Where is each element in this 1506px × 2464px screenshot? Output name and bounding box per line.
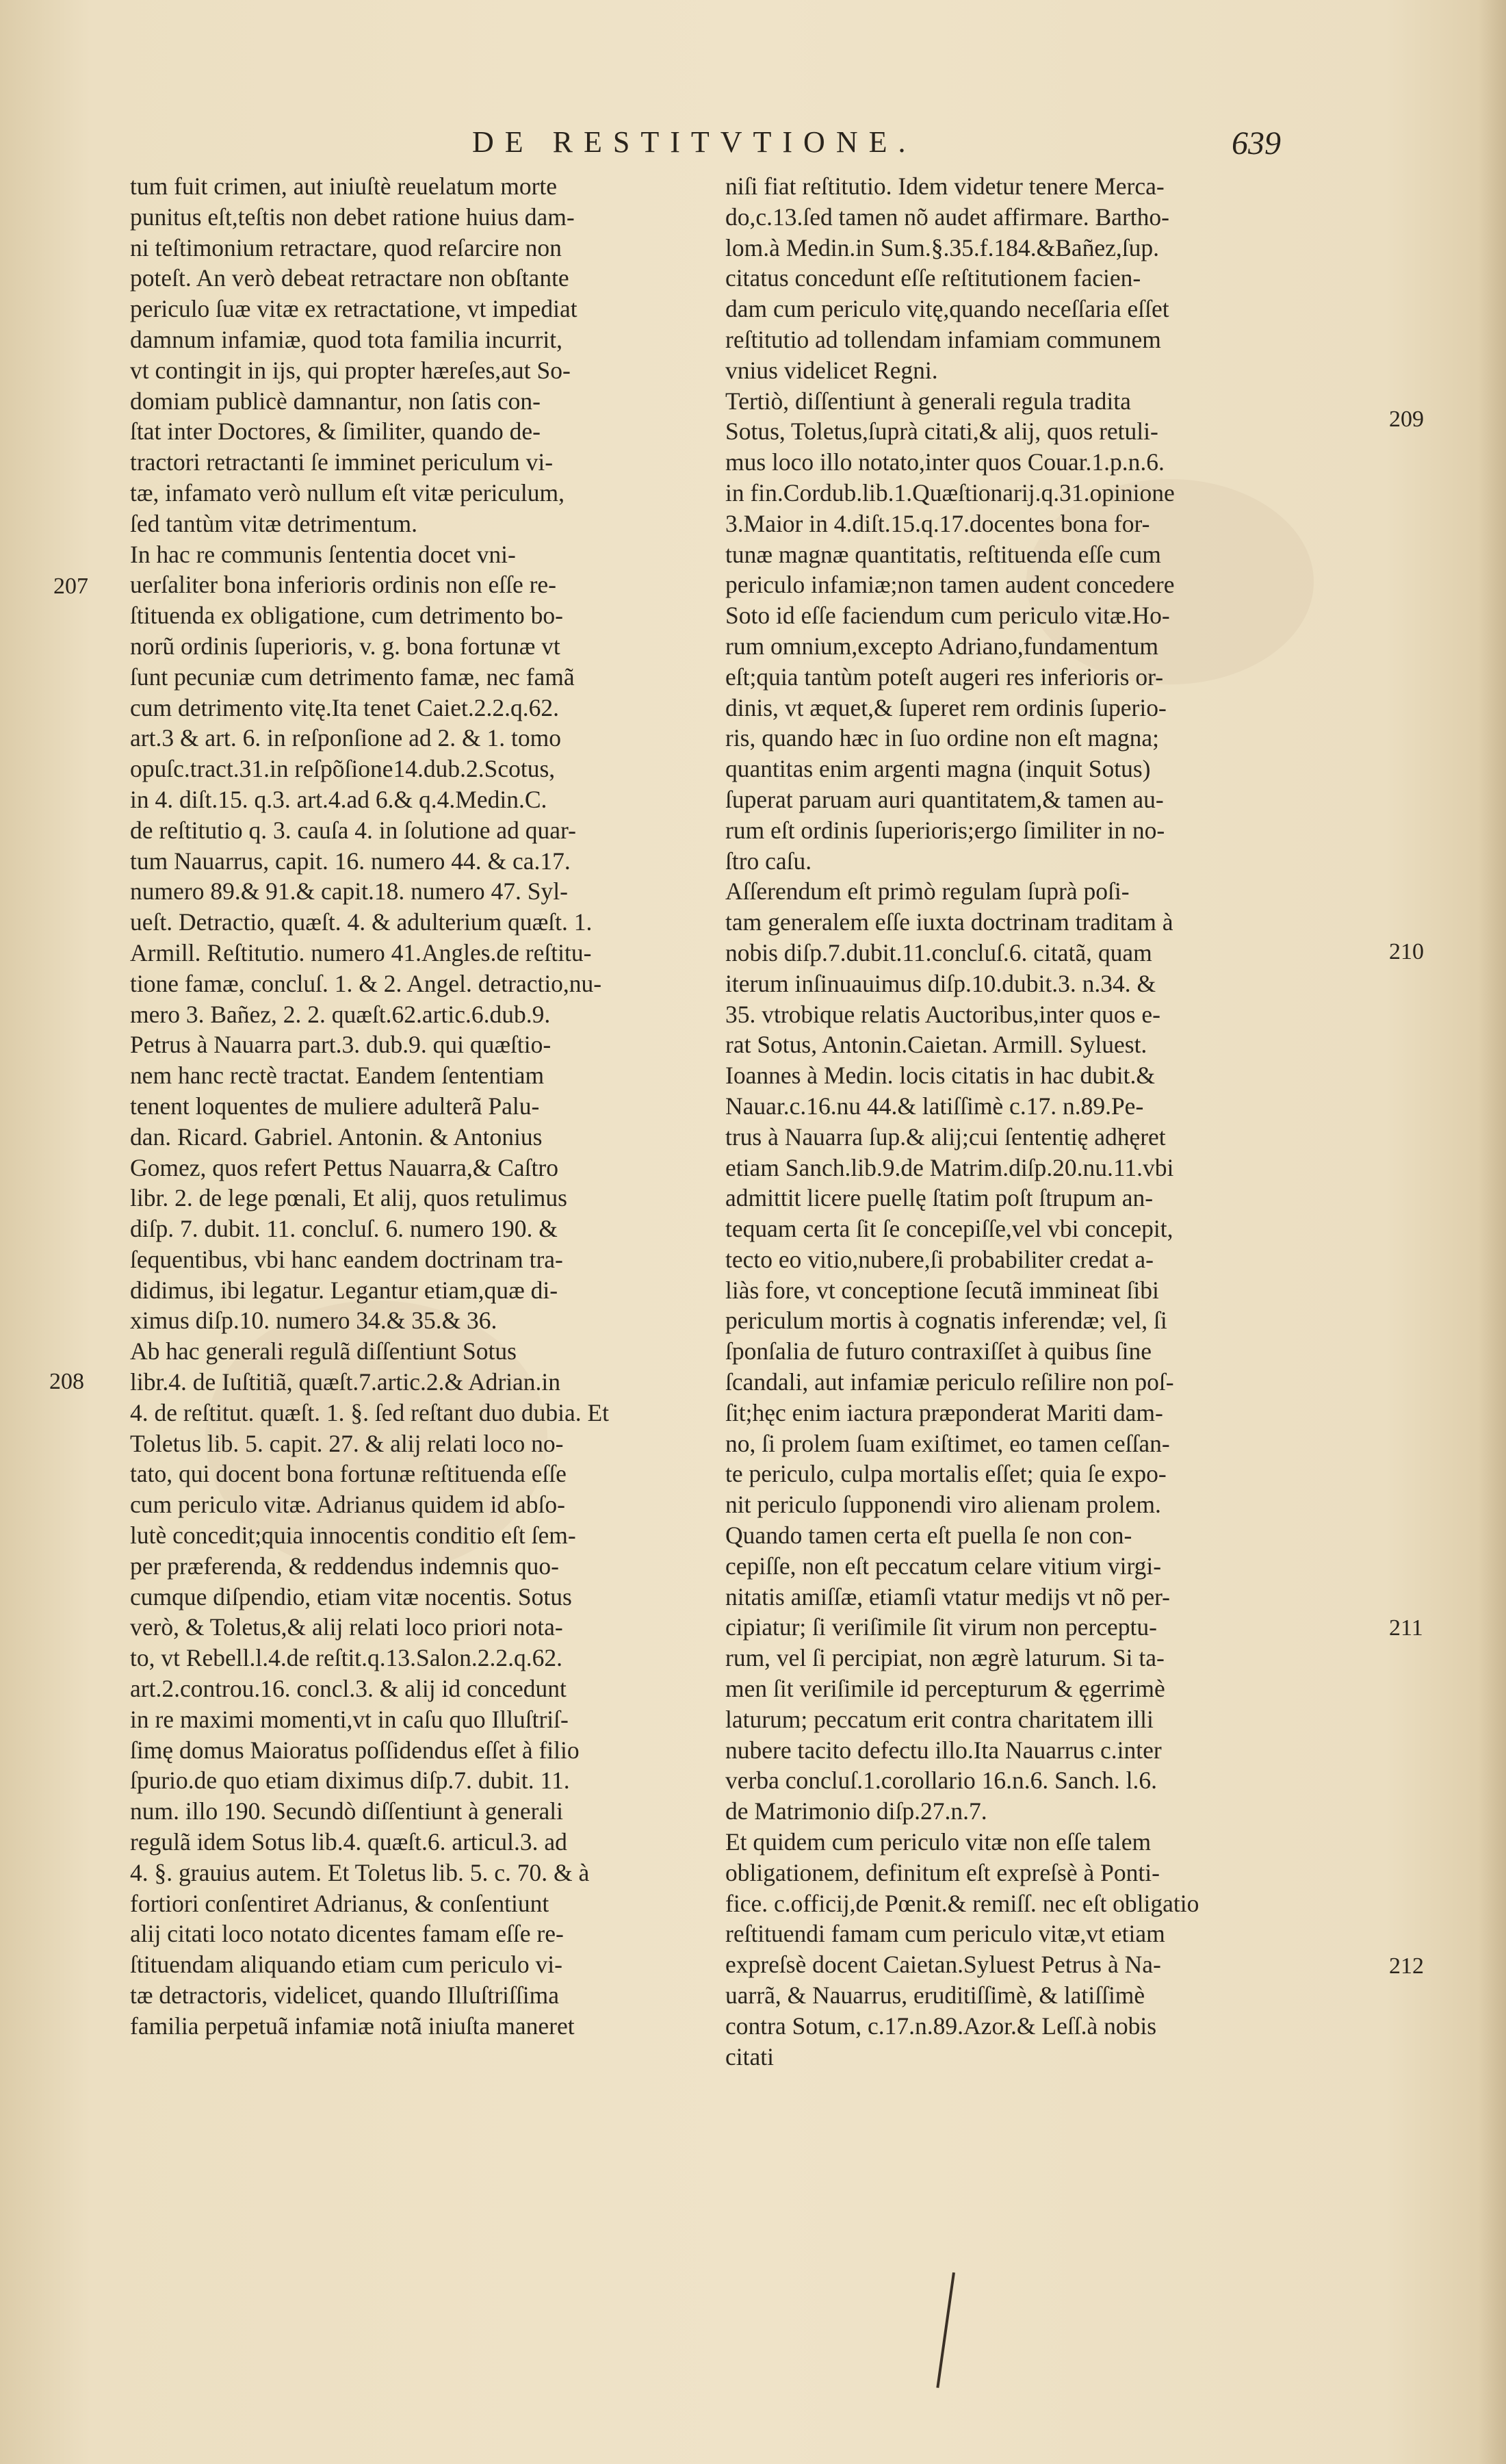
text-line: iterum inſinuauimus diſp.10.dubit.3. n.34. & xyxy=(725,969,1156,997)
text-line: diſp. 7. dubit. 11. concluſ. 6. numero 190. & xyxy=(130,1215,558,1243)
right-column xyxy=(725,171,1341,2072)
text-line: regulã idem Sotus lib.4. quæſt.6. articul.3. ad xyxy=(130,1828,567,1856)
text-line: poteſt. An verò debeat retractare non obſtante xyxy=(130,264,569,292)
text-line: Quando tamen certa eſt puella ſe non con- xyxy=(725,1522,1132,1550)
text-line: art.2.controu.16. concl.3. & alij id concedunt xyxy=(130,1675,567,1703)
text-line: eſt;quia tantùm poteſt augeri res inferioris or- xyxy=(725,663,1164,691)
text-line: vnius videlicet Regni. xyxy=(725,356,938,384)
margin-number: 211 xyxy=(1389,1615,1423,1641)
text-line: lom.à Medin.in Sum.§.35.f.184.&Bañez,ſup. xyxy=(725,233,1160,261)
text-line: verò, & Toletus,& alij relati loco priori nota- xyxy=(130,1613,563,1641)
text-line: de Matrimonio diſp.27.n.7. xyxy=(725,1797,987,1825)
text-line: fice. c.officij,de Pœnit.& remiſſ. nec eſt obligatio xyxy=(725,1889,1199,1917)
text-line: tato, qui docent bona fortunæ reſtituenda eſſe xyxy=(130,1460,567,1488)
text-line: Tertiò, diſſentiunt à generali regula tradita xyxy=(725,387,1131,415)
text-line: in re maximi momenti,vt in caſu quo Illuſtriſ- xyxy=(130,1705,569,1733)
text-line: tum fuit crimen, aut iniuſtè reuelatum morte xyxy=(130,172,558,200)
text-line: rum, vel ſi percipiat, non ægrè laturum. Si ta- xyxy=(725,1644,1165,1672)
text-line: reſtitutio ad tollendam infamiam communem xyxy=(725,325,1161,353)
text-line: admittit licere puellę ſtatim poſt ſtrupum an- xyxy=(725,1184,1154,1212)
text-line: didimus, ibi legatur. Legantur etiam,quæ di- xyxy=(130,1276,558,1304)
text-line: niſi fiat reſtitutio. Idem videtur tenere Merca- xyxy=(725,172,1165,200)
text-line: dan. Ricard. Gabriel. Antonin. & Antonius xyxy=(130,1122,543,1151)
text-line: ſtituenda ex obligatione, cum detrimento bo- xyxy=(130,602,563,630)
text-line: vt contingit in ijs, qui propter hæreſes,aut So- xyxy=(130,356,571,384)
margin-number: 208 xyxy=(49,1369,84,1394)
text-line: tione famæ, concluſ. 1. & 2. Angel. detractio,nu- xyxy=(130,969,602,997)
text-line: Et quidem cum periculo vitæ non eſſe talem xyxy=(725,1828,1152,1856)
text-line: ſuperat paruam auri quantitatem,& tamen au- xyxy=(725,785,1164,813)
margin-number: 210 xyxy=(1389,939,1424,964)
page-edge-shadow xyxy=(1479,0,1506,2464)
text-line: trus à Nauarra ſup.& alij;cui ſententię adhęret xyxy=(725,1122,1166,1151)
text-line: tunæ magnæ quantitatis, reſtituenda eſſe cum xyxy=(725,540,1161,568)
text-line: ris, quando hæc in ſuo ordine non eſt magna; xyxy=(725,724,1159,752)
text-line: ſit;hęc enim iactura præponderat Mariti dam- xyxy=(725,1398,1163,1426)
text-line: periculo ſuæ vitæ ex retractatione, vt impediat xyxy=(130,295,577,323)
text-line: periculo infamiæ;non tamen audent concedere xyxy=(725,571,1175,599)
text-line: num. illo 190. Secundò diſſentiunt à generali xyxy=(130,1797,563,1825)
text-line: in 4. diſt.15. q.3. art.4.ad 6.& q.4.Medin.C. xyxy=(130,785,547,813)
text-line: Ab hac generali regulã diſſentiunt Sotus xyxy=(130,1337,517,1365)
text-line: nitatis amiſſæ, etiamſi vtatur medijs vt nõ per- xyxy=(725,1582,1171,1610)
text-line: Sotus, Toletus,ſuprà citati,& alij, quos retuli- xyxy=(725,418,1158,446)
margin-number: 207 xyxy=(53,574,88,599)
text-line: liàs fore, vt conceptione ſecutã immineat ſibi xyxy=(725,1276,1159,1304)
text-line: citati xyxy=(725,2042,774,2070)
text-line: per præferenda, & reddendus indemnis quo- xyxy=(130,1552,559,1580)
text-line: 35. vtrobique relatis Auctoribus,inter quos e- xyxy=(725,1000,1160,1028)
text-line: rum eſt ordinis ſuperioris;ergo ſimiliter in no- xyxy=(725,816,1165,844)
text-line: ſunt pecuniæ cum detrimento famæ, nec famã xyxy=(130,663,575,691)
text-line: tequam certa ſit ſe concepiſſe,vel vbi concepit, xyxy=(725,1215,1173,1243)
left-column xyxy=(130,171,718,2042)
text-line: 4. de reſtitut. quæſt. 1. §. ſed reſtant duo dubia. Et xyxy=(130,1398,610,1426)
text-line: to, vt Rebell.l.4.de reſtit.q.13.Salon.2.2.q.62. xyxy=(130,1644,563,1672)
text-line: etiam Sanch.lib.9.de Matrim.diſp.20.nu.11.vbi xyxy=(725,1153,1174,1181)
text-line: 3.Maior in 4.diſt.15.q.17.docentes bona for- xyxy=(725,509,1150,537)
text-line: nubere tacito defectu illo.Ita Nauarrus c.inter xyxy=(725,1736,1162,1764)
ink-stroke xyxy=(936,2272,955,2388)
text-line: tenent loquentes de muliere adulterã Palu- xyxy=(130,1092,540,1120)
text-line: ſimę domus Maioratus poſſidendus eſſet à filio xyxy=(130,1736,580,1764)
text-line: ſcandali, aut infamiæ periculo reſilire non poſ- xyxy=(725,1368,1174,1396)
text-line: cepiſſe, non eſt peccatum celare vitium virgi- xyxy=(725,1552,1162,1580)
text-line: tæ, infamato verò nullum eſt vitæ periculum, xyxy=(130,478,564,506)
text-line: 4. §. grauius autem. Et Toletus lib. 5. c. 70. & à xyxy=(130,1858,590,1886)
text-line: expreſsè docent Caietan.Syluest Petrus à Na- xyxy=(725,1951,1161,1979)
text-line: tecto eo vitio,nubere,ſi probabiliter credat a- xyxy=(725,1245,1154,1273)
text-line: domiam publicè damnantur, non ſatis con- xyxy=(130,387,541,415)
text-line: dam cum periculo vitę,quando neceſſaria eſſet xyxy=(725,295,1169,323)
text-line: tam generalem eſſe iuxta doctrinam traditam à xyxy=(725,908,1173,936)
text-line: punitus eſt,teſtis non debet ratione huius dam- xyxy=(130,203,575,231)
text-line: nit periculo ſupponendi viro alienam prolem. xyxy=(725,1491,1161,1519)
text-line: ſpurio.de quo etiam diximus diſp.7. dubit. 11. xyxy=(130,1767,570,1795)
text-line: ni teſtimonium retractare, quod reſarcire non xyxy=(130,233,562,261)
text-line: men ſit veriſimile id percepturum & ęgerrimè xyxy=(725,1675,1165,1703)
text-line: lutè concedit;quia innocentis conditio eſt ſem- xyxy=(130,1522,576,1550)
text-line: Ioannes à Medin. locis citatis in hac dubit.& xyxy=(725,1062,1156,1090)
margin-number: 212 xyxy=(1389,1953,1424,1979)
margin-number: 209 xyxy=(1389,407,1424,432)
text-line: tum Nauarrus, capit. 16. numero 44. & ca.17. xyxy=(130,847,571,875)
text-line: nobis diſp.7.dubit.11.concluſ.6. citatã, quam xyxy=(725,938,1152,966)
text-line: Petrus à Nauarra part.3. dub.9. qui quæſtio- xyxy=(130,1031,551,1059)
text-line: fortiori conſentiret Adrianus, & conſentiunt xyxy=(130,1889,549,1917)
text-line: quantitas enim argenti magna (inquit Sotus) xyxy=(725,755,1151,783)
text-line: ſequentibus, vbi hanc eandem doctrinam tra- xyxy=(130,1245,563,1273)
text-line: art.3 & art. 6. in reſponſione ad 2. & 1. tomo xyxy=(130,724,562,752)
text-line: norũ ordinis ſuperioris, v. g. bona fortunæ vt xyxy=(130,632,560,660)
text-line: tractori retractanti ſe imminet periculum vi- xyxy=(130,448,554,476)
text-line: uerſaliter bona inferioris ordinis non eſſe re- xyxy=(130,571,557,599)
text-line: ſtituendam aliquando etiam cum periculo vi- xyxy=(130,1951,562,1979)
text-line: rat Sotus, Antonin.Caietan. Armill. Syluest. xyxy=(725,1031,1147,1059)
text-line: te periculo, culpa mortalis eſſet; quia ſe expo- xyxy=(725,1460,1167,1488)
text-line: ueſt. Detractio, quæſt. 4. & adulterium quæſt. 1. xyxy=(130,908,593,936)
text-line: ſed tantùm vitæ detrimentum. xyxy=(130,509,418,537)
text-line: cumque diſpendio, etiam vitæ nocentis. Sotus xyxy=(130,1582,572,1610)
text-line: do,c.13.ſed tamen nõ audet affirmare. Bartho- xyxy=(725,203,1169,231)
text-line: Armill. Reſtitutio. numero 41.Angles.de reſtitu- xyxy=(130,938,592,966)
text-line: cum periculo vitæ. Adrianus quidem id abſo- xyxy=(130,1491,565,1519)
text-line: cipiatur; ſi veriſimile ſit virum non perceptu- xyxy=(725,1613,1157,1641)
running-head: DE RESTITVTIONE. xyxy=(472,125,917,159)
text-line: familia perpetuã infamiæ notã iniuſta maneret xyxy=(130,2012,575,2040)
text-line: dinis, vt æquet,& ſuperet rem ordinis ſuperio- xyxy=(725,693,1167,721)
text-line: numero 89.& 91.& capit.18. numero 47. Syl- xyxy=(130,877,568,906)
text-line: Gomez, quos refert Pettus Nauarra,& Caſtro xyxy=(130,1153,558,1181)
text-line: opuſc.tract.31.in reſpõſione14.dub.2.Scotus, xyxy=(130,755,556,783)
text-line: mero 3. Bañez, 2. 2. quæſt.62.artic.6.dub.9. xyxy=(130,1000,551,1028)
text-line: ſtro caſu. xyxy=(725,847,812,875)
text-line: obligationem, definitum eſt expreſsè à Ponti- xyxy=(725,1858,1160,1886)
text-line: In hac re communis ſententia docet vni- xyxy=(130,540,516,568)
text-line: damnum infamiæ, quod tota familia incurrit, xyxy=(130,325,562,353)
text-line: Toletus lib. 5. capit. 27. & alij relati loco no- xyxy=(130,1429,564,1457)
text-line: libr. 2. de lege pœnali, Et alij, quos retulimus xyxy=(130,1184,567,1212)
text-line: Soto id eſſe faciendum cum periculo vitæ.Ho- xyxy=(725,602,1170,630)
text-line: periculum mortis à cognatis inferendæ; vel, ſi xyxy=(725,1307,1167,1335)
text-line: Nauar.c.16.nu 44.& latiſſimè c.17. n.89.Pe- xyxy=(725,1092,1144,1120)
text-line: citatus concedunt eſſe reſtitutionem facien- xyxy=(725,264,1141,292)
page-number: 639 xyxy=(1232,125,1281,162)
text-line: alij citati loco notato dicentes famam eſſe re- xyxy=(130,1920,564,1948)
text-line: contra Sotum, c.17.n.89.Azor.& Leſſ.à nobis xyxy=(725,2012,1157,2040)
text-line: cum detrimento vitę.Ita tenet Caiet.2.2.q.62. xyxy=(130,693,559,721)
text-line: nem hanc rectè tractat. Eandem ſententiam xyxy=(130,1062,545,1090)
text-line: de reſtitutio q. 3. cauſa 4. in ſolutione ad quar- xyxy=(130,816,576,844)
text-line: reſtituendi famam cum periculo vitæ,vt etiam xyxy=(725,1920,1165,1948)
page-header xyxy=(472,125,1281,166)
text-line: tæ detractoris, videlicet, quando Illuſtriſſima xyxy=(130,1981,560,2010)
text-line: verba concluſ.1.corollario 16.n.6. Sanch. l.6. xyxy=(725,1767,1157,1795)
text-line: laturum; peccatum erit contra charitatem illi xyxy=(725,1705,1154,1733)
text-line: ſtat inter Doctores, & ſimiliter, quando de- xyxy=(130,418,541,446)
text-line: mus loco illo notato,inter quos Couar.1.p.n.6. xyxy=(725,448,1165,476)
text-line: rum omnium,excepto Adriano,fundamentum xyxy=(725,632,1158,660)
text-line: uarrã, & Nauarrus, eruditiſſimè, & latiſſimè xyxy=(725,1981,1145,2010)
text-line: Aſſerendum eſt primò regulam ſuprà poſi- xyxy=(725,877,1130,906)
text-line: in fin.Cordub.lib.1.Quæſtionarij.q.31.opinione xyxy=(725,478,1175,506)
text-line: libr.4. de Iuſtitiã, quæſt.7.artic.2.& Adrian.in xyxy=(130,1368,561,1396)
text-line: ſponſalia de futuro contraxiſſet à quibus ſine xyxy=(725,1337,1152,1365)
text-line: ximus diſp.10. numero 34.& 35.& 36. xyxy=(130,1307,497,1335)
text-line: no, ſi prolem ſuam exiſtimet, eo tamen ceſſan- xyxy=(725,1429,1170,1457)
